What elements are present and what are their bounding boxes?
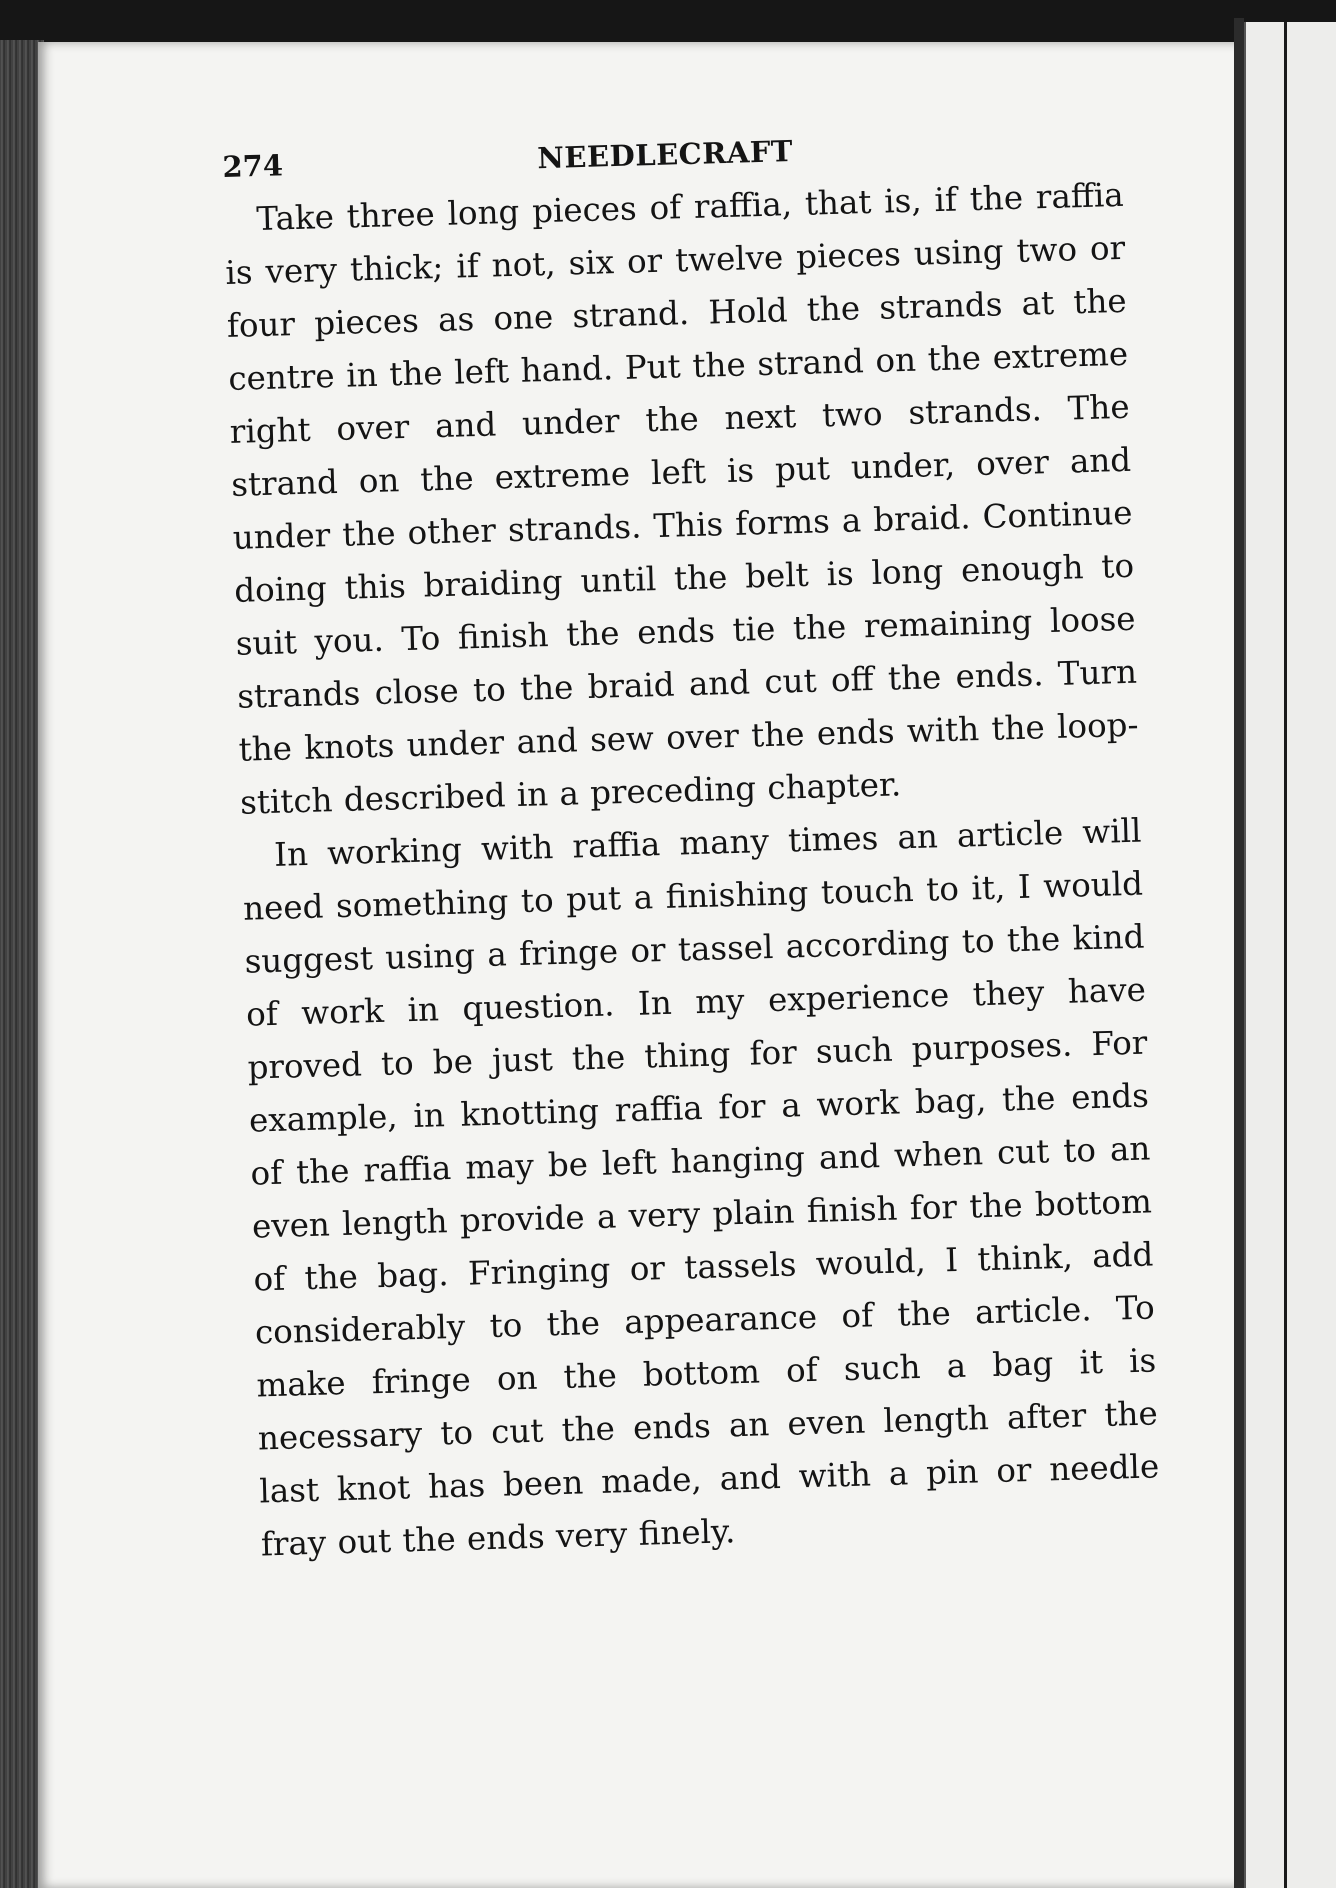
running-title: NEEDLECRAFT: [536, 134, 794, 176]
paragraph-fringe: In working with raffia many times an article will need something to put a finishing touch to it, I would suggest using a fringe or tassel according to the kind of work in question. In my experience they have proved to be just the thing for such purposes. For example, in knotting raffia for a work bag, the ends of the raffia may be left hanging and when cut to an even length provide a very plain finish for the bottom of the bag. Fringing or tassels would, I think, add considerably to the appearance of the article. To make fringe on the bottom of such a bag it is necessary to cut the ends an even length after the last knot has been made, and with a pin or needle fray out the ends very finely.: [241, 811, 1160, 1564]
paragraph-braiding: Take three long pieces of raffia, that is, if the raffia is very thick; if not, six or twelve pieces using two or four pieces as one strand. Hold the strands at the centre in the left hand. Put the strand on the extreme right over and under the next two strands. The strand on the extreme left is put under, over and under the other strands. This forms a braid. Continue doing this braiding until the belt is long enough to suit you. To finish the ends tie the remaining loose strands close to the braid and cut off the ends. Turn the knots under and sew over the ends with the loop-stitch described in a preceding chapter.: [223, 175, 1139, 822]
facing-page-line: [1284, 22, 1287, 1888]
page-gutter: [1234, 18, 1244, 1888]
facing-page-edge: [1244, 22, 1336, 1888]
page-text-block: [222, 125, 1161, 1572]
page-number: 274: [222, 148, 284, 184]
